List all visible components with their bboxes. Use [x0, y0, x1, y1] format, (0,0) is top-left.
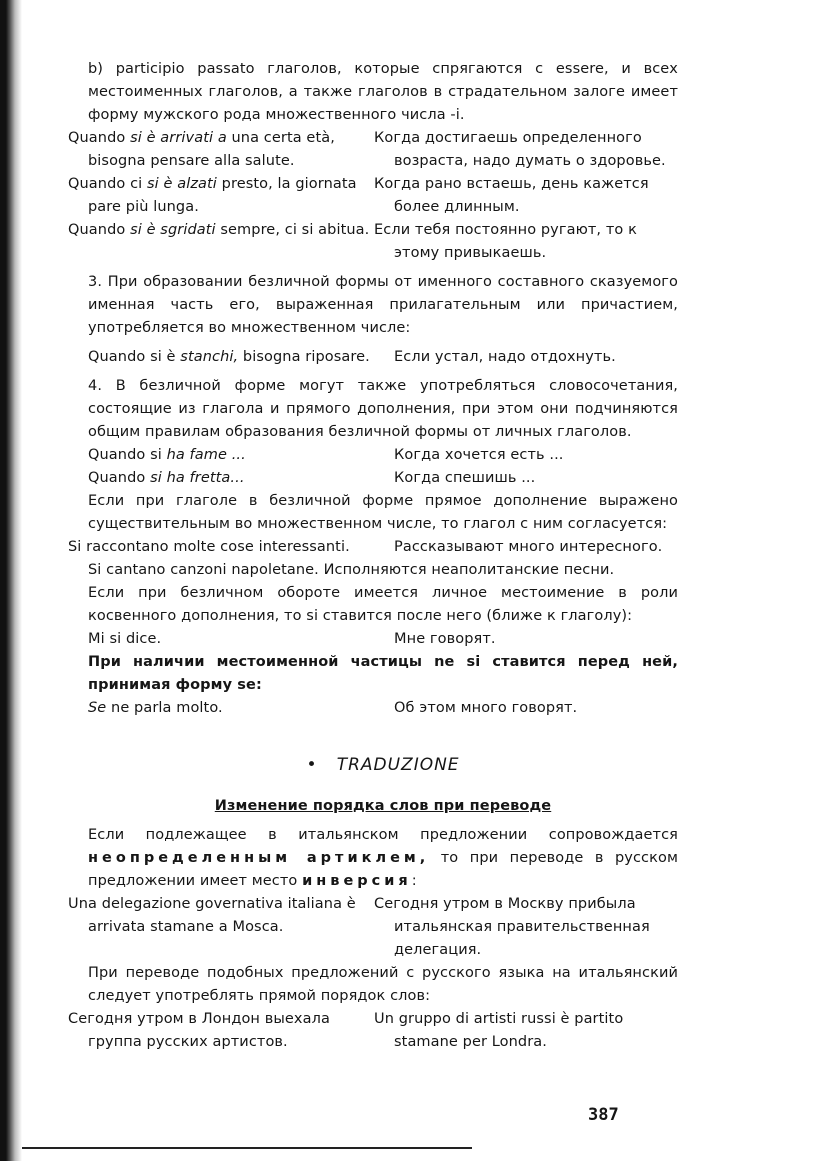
paragraph-5: Если при глаголе в безличной форме прямое дополнение выражено существительным во множественном числе, то глагол с ним согласуется:	[88, 493, 678, 532]
example-row-6	[88, 628, 678, 651]
example-russian: Когда достигаешь определенного возраста, надо думать о здоровье.	[374, 130, 666, 169]
example-block-1	[68, 127, 678, 265]
example-russian: Мне говорят.	[394, 631, 496, 647]
example-russian: Когда рано встаешь, день кажется более длинным.	[374, 176, 649, 215]
bullet-icon: •	[306, 755, 318, 775]
example-italian: Quando si ha fretta...	[88, 470, 245, 486]
example-row-7	[88, 697, 678, 720]
paragraph-9: При переводе подобных предложений с русского языка на итальянский следует употреблять прямой порядок слов:	[88, 965, 678, 1004]
paragraph-3: 3. При образовании безличной формы от именного составного сказуемого именная часть его, выраженная прилагательным или причастием, употребляется во множественном числе:	[88, 274, 678, 336]
page-number: 387	[588, 1105, 619, 1125]
paragraph-participio: b) participio passato глаголов, которые спрягаются с essere, и всех местоименных глаголов, а также глаголов в страдательном залоге имеет форму мужского рода множественного числа -i.	[88, 61, 678, 123]
example-row-3	[88, 346, 678, 369]
example-row-8	[68, 893, 678, 962]
example-russian: Об этом много говорят.	[394, 700, 578, 716]
example-italian: Quando si è sgridati sempre, ci si abitua.	[68, 222, 370, 238]
book-spine-shadow	[0, 0, 22, 1161]
example-italian: Se ne parla molto.	[88, 700, 223, 716]
page-body	[68, 58, 678, 1054]
paragraph-4: 4. В безличной форме могут также употребляться словосочетания, состоящие из глагола и прямого дополнения, при этом они подчиняются общим правилам образования безличной формы от личных глаголов.	[88, 378, 678, 440]
example-russian: Рассказывают много интересного.	[394, 539, 663, 555]
example-russian: Сегодня утром в Лондон выехала группа русских артистов.	[68, 1011, 330, 1050]
example-italian: Una delegazione governativa italiana è arrivata stamane a Mosca.	[68, 896, 356, 935]
example-row-5a	[68, 536, 678, 559]
example-italian: Quando si ha fame ...	[88, 447, 246, 463]
section-title: • TRADUZIONE	[306, 755, 460, 775]
example-italian: Quando ci si è alzati presto, la giornata pare più lunga.	[68, 176, 357, 215]
example-row	[68, 173, 678, 219]
bottom-rule	[22, 1147, 472, 1149]
example-row-9	[68, 1008, 678, 1054]
example-row	[68, 127, 678, 173]
example-russian: Если тебя постоянно ругают, то к этому привыкаешь.	[374, 222, 637, 261]
example-italian: Quando si è arrivati a una certa età, bisogna pensare alla salute.	[68, 130, 335, 169]
paragraph-8: Если подлежащее в итальянском предложении сопровождается неопределенным артиклем, то при переводе в русском предложении имеет место инверсия:	[88, 827, 678, 889]
example-russian: Если устал, надо отдохнуть.	[394, 349, 616, 365]
example-russian: Сегодня утром в Москву прибыла итальянская правительственная делегация.	[374, 896, 650, 958]
example-italian: Si raccontano molte cose interessanti.	[68, 539, 350, 555]
example-italian: Mi si dice.	[88, 631, 162, 647]
example-row-5b: Si cantano canzoni napoletane. Исполняются неаполитанские песни.	[88, 562, 615, 578]
example-russian: Когда спешишь ...	[394, 470, 536, 486]
example-row	[68, 219, 678, 265]
example-row-4a	[88, 444, 678, 467]
paragraph-7: При наличии местоименной частицы ne si ставится перед ней, принимая форму se:	[88, 654, 678, 693]
example-italian: Quando si è stanchi, bisogna riposare.	[88, 349, 370, 365]
example-russian: Когда хочется есть ...	[394, 447, 564, 463]
subtitle: Изменение порядка слов при переводе	[214, 798, 552, 814]
paragraph-6: Если при безличном обороте имеется личное местоимение в роли косвенного дополнения, то si ставится после него (ближе к глаголу):	[88, 585, 678, 624]
example-italian: Un gruppo di artisti russi è partito stamane per Londra.	[374, 1011, 624, 1050]
example-row-4b	[88, 467, 678, 490]
